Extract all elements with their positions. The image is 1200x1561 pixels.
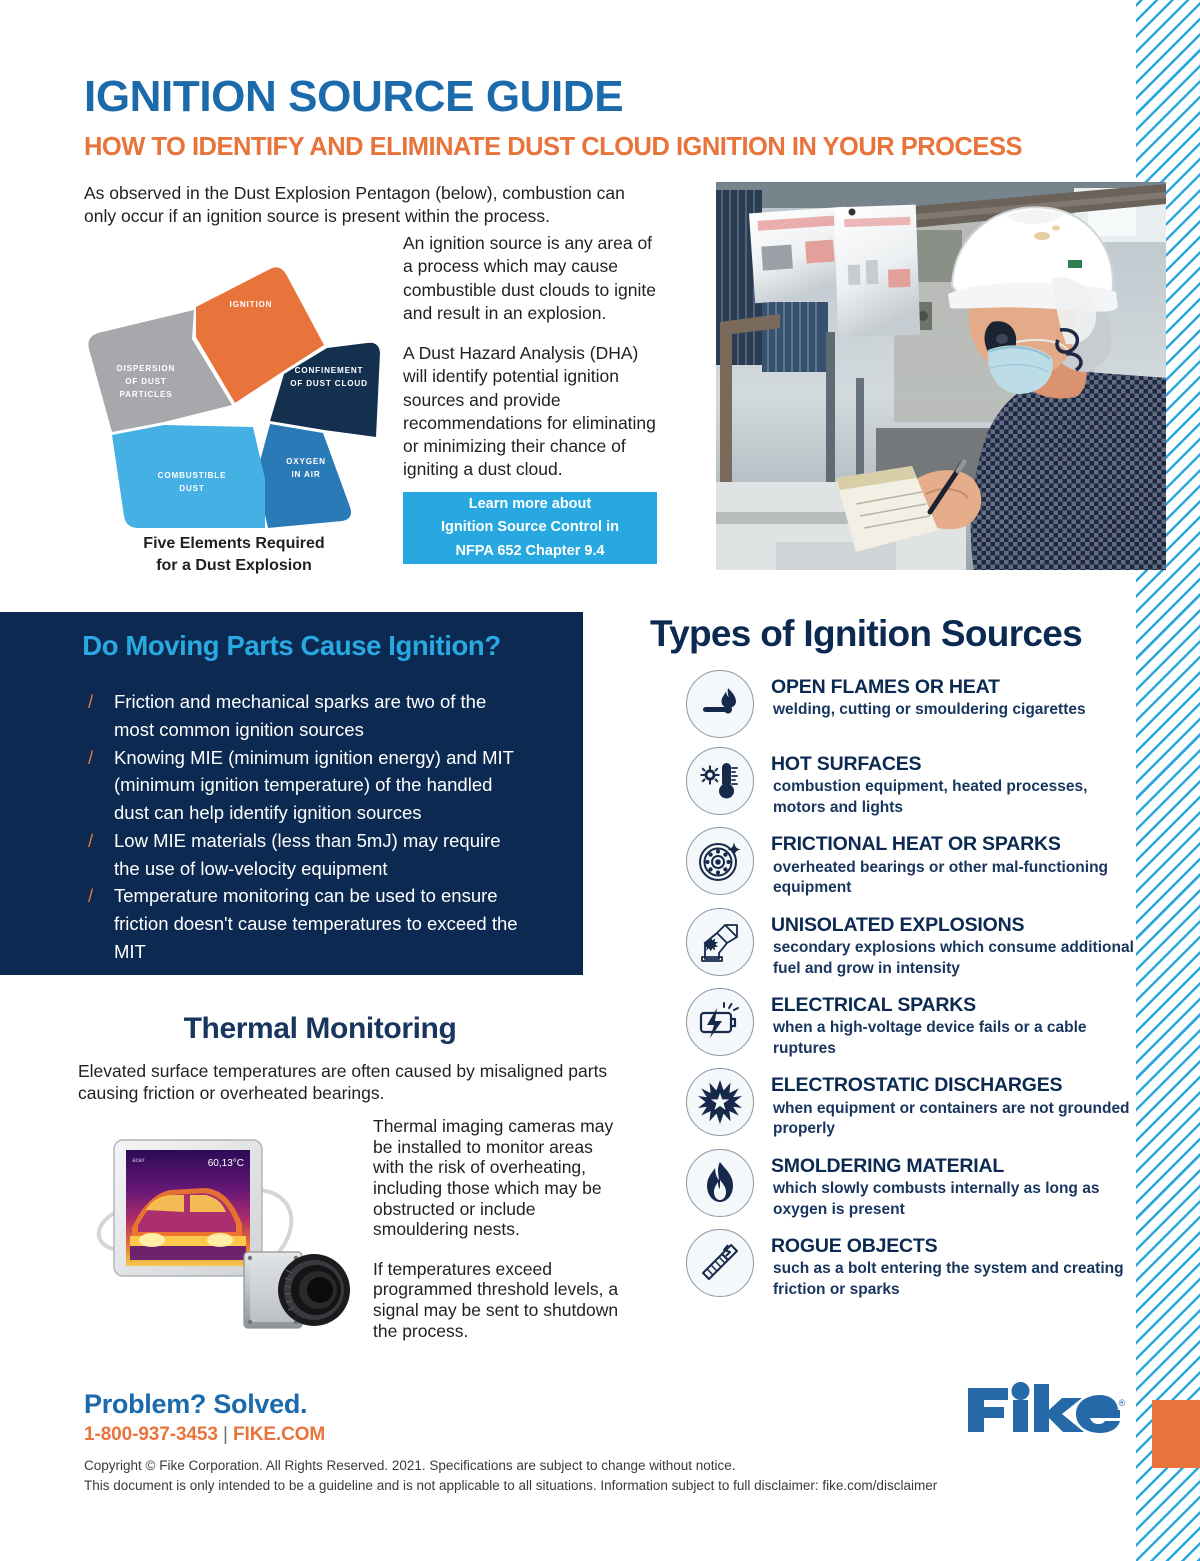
fike-logo <box>966 1380 1126 1436</box>
pentagon-label-ignition: IGNITION <box>229 300 273 309</box>
pentagon-segment-oxygen <box>256 424 351 528</box>
types-of-ignition-sources-list <box>686 670 1136 1309</box>
type-text <box>771 827 1136 898</box>
registered-trademark-mark: ® <box>1118 1398 1126 1408</box>
pentagon-caption <box>84 533 384 576</box>
type-row <box>686 1229 1136 1300</box>
type-row <box>686 827 1136 898</box>
footer-separator: | <box>223 1424 228 1445</box>
type-row <box>686 747 1136 818</box>
type-text <box>771 988 1136 1059</box>
moving-parts-bullet <box>88 882 518 965</box>
duct-explosion-icon <box>686 908 754 976</box>
learn-more-line2: Ignition Source Control in <box>440 519 619 536</box>
thermal-paragraph-2: If temperatures exceed programmed threshold levels, a signal may be sent to shutdown the process. <box>373 1258 619 1341</box>
thermal-monitoring-title: Thermal Monitoring <box>183 1012 457 1045</box>
type-row <box>686 908 1136 979</box>
type-description: such as a bolt entering the system and creating friction or sparks <box>773 1260 1124 1298</box>
footer-phone[interactable]: 1-800-937-3453 <box>84 1424 218 1445</box>
footer-contact-line <box>84 1424 325 1446</box>
type-text <box>771 1229 1136 1300</box>
thermal-paragraph-1: Thermal imaging cameras may be installed to monitor areas with the risk of overheating, including those which may be obstructed or include smouldering nests. <box>373 1116 614 1240</box>
pentagon-label-dispersion-3: PARTICLES <box>119 390 173 399</box>
bullet-slash-icon: / <box>88 885 94 907</box>
type-text <box>771 670 1086 721</box>
page-subtitle: HOW TO IDENTIFY AND ELIMINATE DUST CLOUD IGNITION IN YOUR PROCESS <box>84 133 1022 161</box>
type-text <box>771 908 1136 979</box>
thermal-monitoring-lead: Elevated surface temperatures are often caused by misaligned parts causing friction or overheated bearings. <box>78 1061 608 1104</box>
footer-tagline: Problem? Solved. <box>84 1389 308 1419</box>
type-row <box>686 670 1136 738</box>
intro-paragraph-1: An ignition source is any area of a process which may cause combustible dust clouds to ignite and result in an explosion. <box>403 233 656 323</box>
battery-bolt-icon <box>686 988 754 1056</box>
pentagon-label-combustible-1: COMBUSTIBLE <box>157 471 227 480</box>
pentagon-label-dispersion-2: OF DUST <box>125 377 167 386</box>
thermometer-sun-icon <box>686 747 754 815</box>
page-title: IGNITION SOURCE GUIDE <box>84 72 624 121</box>
pentagon-caption-line2: for a Dust Explosion <box>156 556 312 574</box>
type-row <box>686 988 1136 1059</box>
learn-more-line1: Learn more about <box>468 495 592 512</box>
moving-parts-bullet <box>88 688 518 744</box>
type-description: overheated bearings or other mal-functioning equipment <box>773 858 1109 897</box>
type-text <box>771 1149 1136 1220</box>
bullet-text: Low MIE materials (less than 5mJ) may require the use of low-velocity equipment <box>114 829 501 879</box>
pentagon-segment-combustible <box>112 425 265 528</box>
pentagon-label-oxygen-2: IN AIR <box>291 470 321 479</box>
thermal-monitoring-text-column <box>373 1116 623 1341</box>
intro-side-column <box>403 232 661 482</box>
bullet-text: Friction and mechanical sparks are two of the most common ignition sources <box>114 691 487 740</box>
type-heading: FRICTIONAL HEAT OR SPARKS <box>771 833 1061 856</box>
pentagon-label-combustible-2: DUST <box>179 484 205 493</box>
bullet-slash-icon: / <box>88 829 94 851</box>
bullet-text: Temperature monitoring can be used to ensure friction doesn't cause temperatures to exceed the MIT <box>114 885 518 962</box>
type-description: combustion equipment, heated processes, motors and lights <box>773 778 1088 816</box>
bullet-slash-icon: / <box>88 691 94 712</box>
bearing-spark-icon <box>686 827 754 895</box>
type-heading: OPEN FLAMES OR HEAT <box>771 676 1000 698</box>
pentagon-label-confinement-1: CONFINEMENT <box>294 366 364 375</box>
type-heading: ELECTROSTATIC DISCHARGES <box>771 1074 1063 1097</box>
type-heading: ROGUE OBJECTS <box>771 1234 938 1257</box>
type-text <box>771 747 1136 818</box>
type-row <box>686 1068 1136 1139</box>
pentagon-label-oxygen-1: OXYGEN <box>286 457 326 466</box>
type-description: secondary explosions which consume additional fuel and grow in intensity <box>773 939 1134 977</box>
bolt-screw-icon <box>686 1229 754 1297</box>
type-text <box>771 1068 1136 1139</box>
type-description: welding, cutting or smouldering cigarettes <box>773 701 1086 719</box>
moving-parts-panel <box>0 612 583 975</box>
flame-icon <box>686 1149 754 1217</box>
footer-legal-text <box>84 1456 1084 1495</box>
thermal-temperature-reading: 60,13°C <box>207 1158 244 1169</box>
thermal-camera-photo <box>86 1132 366 1360</box>
dust-explosion-pentagon-diagram <box>84 245 384 530</box>
tablet-brand-label: acer <box>132 1157 145 1164</box>
type-description: which slowly combusts internally as long as oxygen is present <box>773 1180 1100 1218</box>
footer-legal-line1: Copyright © Fike Corporation. All Rights Reserved. 2021. Specifications are subject to change without notice. <box>84 1458 736 1473</box>
type-description: when equipment or containers are not grounded properly <box>773 1099 1130 1138</box>
intro-paragraph-2: A Dust Hazard Analysis (DHA) will identify potential ignition sources and provide recommendations for eliminating or minimizing their chance of igniting a dust cloud. <box>403 343 656 480</box>
footer-legal-line2: This document is only intended to be a guideline and is not applicable to all situations. Information subject to full disclaimer: fike.com/disclaimer <box>84 1477 938 1493</box>
moving-parts-bullet <box>88 744 518 827</box>
type-description: when a high-voltage device fails or a cable ruptures <box>773 1019 1087 1057</box>
inspector-photo <box>716 182 1166 570</box>
learn-more-nfpa-callout[interactable] <box>403 492 657 564</box>
footer-website[interactable]: FIKE.COM <box>233 1424 326 1445</box>
type-heading: SMOLDERING MATERIAL <box>771 1154 1005 1177</box>
types-of-ignition-sources-title: Types of Ignition Sources <box>650 613 1083 654</box>
moving-parts-title: Do Moving Parts Cause Ignition? <box>82 630 501 661</box>
starburst-icon <box>686 1068 754 1136</box>
moving-parts-bullet-list <box>88 688 518 966</box>
match-flame-icon <box>686 670 754 738</box>
intro-lead-paragraph: As observed in the Dust Explosion Pentagon (below), combustion can only occur if an ignition source is present within the process. <box>84 183 625 227</box>
type-row <box>686 1149 1136 1220</box>
bullet-text: Knowing MIE (minimum ignition energy) and MIT (minimum ignition temperature) of the handled dust can help identify ignition sources <box>114 746 514 823</box>
type-heading: HOT SURFACES <box>771 753 922 775</box>
moving-parts-bullet <box>88 827 518 883</box>
bullet-slash-icon: / <box>88 746 94 768</box>
type-heading: ELECTRICAL SPARKS <box>771 993 976 1016</box>
type-heading: UNISOLATED EXPLOSIONS <box>771 913 1025 936</box>
pentagon-caption-line1: Five Elements Required <box>143 535 325 552</box>
pentagon-label-dispersion-1: DISPERSION <box>116 364 176 373</box>
learn-more-line3: NFPA 652 Chapter 9.4 <box>455 542 605 559</box>
pentagon-label-confinement-2: OF DUST CLOUD <box>290 379 368 388</box>
